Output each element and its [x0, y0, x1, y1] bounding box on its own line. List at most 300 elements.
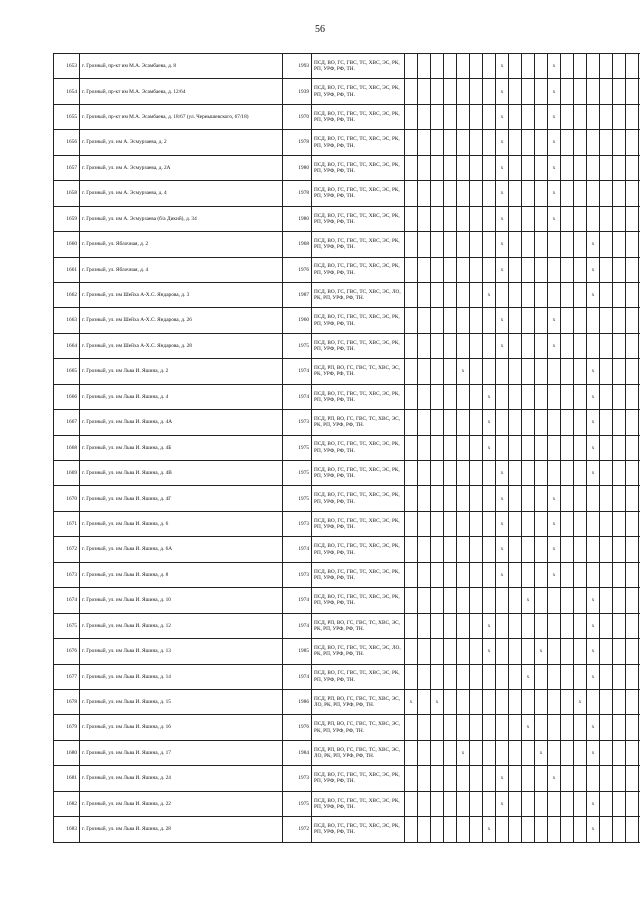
mark-cell: [496, 639, 509, 664]
mark-cell: x: [496, 537, 509, 562]
mark-cell: [535, 54, 548, 79]
mark-cell: [535, 817, 548, 842]
mark-cell: x: [587, 740, 600, 765]
mark-cell: [457, 232, 470, 257]
mark-cell: [600, 359, 613, 384]
table-row: [54, 232, 640, 257]
mark-cell: [600, 282, 613, 307]
mark-cell: [496, 613, 509, 638]
mark-cell: x: [587, 588, 600, 613]
mark-cell: [574, 791, 587, 816]
mark-cell: [509, 588, 522, 613]
mark-cell: [431, 791, 444, 816]
year-cell: 1974: [283, 613, 312, 638]
mark-cell: [548, 232, 561, 257]
mark-cell: [444, 740, 457, 765]
services-cell: ПСД, РП, ВО, ГС, ГВС, ТС, ХВС, ЭС, РК, РП, УРФ, РФ, ТН.: [312, 613, 405, 638]
mark-cell: x: [496, 104, 509, 129]
mark-cell: [535, 282, 548, 307]
table-row: [54, 461, 640, 486]
mark-cell: [431, 715, 444, 740]
mark-cell: [561, 104, 574, 129]
mark-cell: [444, 588, 457, 613]
mark-cell: [496, 689, 509, 714]
mark-cell: x: [548, 537, 561, 562]
mark-cell: [405, 333, 418, 358]
mark-cell: [457, 511, 470, 536]
mark-cell: [509, 562, 522, 587]
mark-cell: [457, 257, 470, 282]
mark-cell: [431, 461, 444, 486]
row-number: 1671: [54, 511, 80, 536]
year-cell: 1973: [283, 562, 312, 587]
mark-cell: [613, 104, 626, 129]
mark-cell: [457, 104, 470, 129]
mark-cell: x: [587, 282, 600, 307]
row-number: 1682: [54, 791, 80, 816]
mark-cell: [626, 308, 639, 333]
mark-cell: [522, 104, 535, 129]
mark-cell: [561, 410, 574, 435]
table-row: [54, 613, 640, 638]
mark-cell: [405, 54, 418, 79]
mark-cell: [470, 435, 483, 460]
mark-cell: [522, 766, 535, 791]
mark-cell: [418, 689, 431, 714]
mark-cell: [587, 155, 600, 180]
mark-cell: [509, 715, 522, 740]
row-number: 1674: [54, 588, 80, 613]
mark-cell: [470, 130, 483, 155]
table-row: [54, 562, 640, 587]
mark-cell: [613, 537, 626, 562]
mark-cell: [457, 486, 470, 511]
mark-cell: [548, 359, 561, 384]
mark-cell: [600, 308, 613, 333]
year-cell: 1975: [283, 333, 312, 358]
mark-cell: [626, 130, 639, 155]
mark-cell: [574, 817, 587, 842]
mark-cell: [509, 54, 522, 79]
mark-cell: [600, 181, 613, 206]
mark-cell: x: [548, 181, 561, 206]
mark-cell: [535, 232, 548, 257]
mark-cell: x: [587, 359, 600, 384]
mark-cell: x: [483, 639, 496, 664]
mark-cell: [535, 537, 548, 562]
mark-cell: [431, 664, 444, 689]
mark-cell: [600, 435, 613, 460]
mark-cell: x: [496, 562, 509, 587]
mark-cell: [535, 511, 548, 536]
mark-cell: [535, 613, 548, 638]
mark-cell: [457, 54, 470, 79]
mark-cell: [548, 740, 561, 765]
row-number: 1665: [54, 359, 80, 384]
mark-cell: [626, 817, 639, 842]
row-number: 1669: [54, 461, 80, 486]
mark-cell: [600, 689, 613, 714]
mark-cell: [574, 740, 587, 765]
mark-cell: [444, 359, 457, 384]
mark-cell: x: [496, 333, 509, 358]
services-cell: ПСД, ВО, ГС, ГВС, ТС, ХВС, ЭС, РК, РП, УРФ, РФ, ТН.: [312, 232, 405, 257]
mark-cell: [431, 588, 444, 613]
mark-cell: [405, 308, 418, 333]
table-row: [54, 486, 640, 511]
mark-cell: [483, 511, 496, 536]
mark-cell: [535, 155, 548, 180]
mark-cell: [613, 130, 626, 155]
mark-cell: [522, 562, 535, 587]
mark-cell: [496, 282, 509, 307]
mark-cell: x: [587, 461, 600, 486]
table-row: [54, 588, 640, 613]
mark-cell: x: [522, 588, 535, 613]
mark-cell: [522, 384, 535, 409]
mark-cell: x: [496, 181, 509, 206]
mark-cell: [574, 333, 587, 358]
mark-cell: [483, 54, 496, 79]
mark-cell: [522, 155, 535, 180]
mark-cell: [522, 54, 535, 79]
mark-cell: [522, 282, 535, 307]
row-number: 1668: [54, 435, 80, 460]
mark-cell: [535, 461, 548, 486]
mark-cell: [626, 333, 639, 358]
mark-cell: [444, 562, 457, 587]
mark-cell: [626, 613, 639, 638]
mark-cell: [561, 155, 574, 180]
mark-cell: [444, 766, 457, 791]
mark-cell: [470, 79, 483, 104]
mark-cell: [405, 715, 418, 740]
mark-cell: [561, 664, 574, 689]
address-cell: г. Грозный, ул. им Льва И. Яшина, д. 8: [80, 562, 283, 587]
mark-cell: [470, 766, 483, 791]
mark-cell: x: [496, 54, 509, 79]
table-row: [54, 689, 640, 714]
mark-cell: [496, 664, 509, 689]
mark-cell: [535, 435, 548, 460]
mark-cell: [613, 308, 626, 333]
services-cell: ПСД, ВО, ГС, ГВС, ТС, ХВС, ЭС, РК, РП, УРФ, РФ, ТН.: [312, 155, 405, 180]
mark-cell: [548, 282, 561, 307]
mark-cell: [444, 257, 457, 282]
mark-cell: [561, 282, 574, 307]
mark-cell: [626, 206, 639, 231]
mark-cell: [444, 689, 457, 714]
row-number: 1666: [54, 384, 80, 409]
year-cell: 1974: [283, 359, 312, 384]
mark-cell: [600, 664, 613, 689]
mark-cell: x: [548, 486, 561, 511]
mark-cell: [574, 613, 587, 638]
mark-cell: [574, 461, 587, 486]
row-number: 1680: [54, 740, 80, 765]
services-cell: ПСД, ВО, ГС, ГВС, ТС, ХВС, ЭС, РК, РП, УРФ, РФ, ТН.: [312, 435, 405, 460]
mark-cell: [444, 282, 457, 307]
mark-cell: [470, 791, 483, 816]
address-cell: г. Грозный, ул. им А. Эсмурзаева, д. 4: [80, 181, 283, 206]
mark-cell: [613, 410, 626, 435]
mark-cell: [626, 511, 639, 536]
mark-cell: [587, 766, 600, 791]
mark-cell: [613, 257, 626, 282]
mark-cell: [561, 817, 574, 842]
mark-cell: [522, 435, 535, 460]
mark-cell: [613, 791, 626, 816]
mark-cell: x: [574, 689, 587, 714]
mark-cell: [418, 104, 431, 129]
mark-cell: [561, 435, 574, 460]
mark-cell: [535, 79, 548, 104]
mark-cell: [613, 613, 626, 638]
table-row: [54, 308, 640, 333]
mark-cell: [496, 715, 509, 740]
mark-cell: [522, 613, 535, 638]
mark-cell: [613, 740, 626, 765]
year-cell: 1986: [283, 689, 312, 714]
table-row: [54, 817, 640, 842]
mark-cell: x: [587, 384, 600, 409]
mark-cell: [600, 333, 613, 358]
mark-cell: [431, 613, 444, 638]
mark-cell: [470, 155, 483, 180]
mark-cell: [405, 511, 418, 536]
mark-cell: x: [548, 104, 561, 129]
mark-cell: x: [405, 689, 418, 714]
address-cell: г. Грозный, ул. им Льва И. Яшина, д. 2: [80, 359, 283, 384]
mark-cell: [405, 130, 418, 155]
mark-cell: [535, 308, 548, 333]
page-number: 56: [315, 24, 325, 35]
mark-cell: x: [522, 715, 535, 740]
mark-cell: [509, 817, 522, 842]
mark-cell: [457, 206, 470, 231]
row-number: 1667: [54, 410, 80, 435]
mark-cell: [457, 308, 470, 333]
mark-cell: [574, 79, 587, 104]
mark-cell: [418, 715, 431, 740]
mark-cell: [483, 79, 496, 104]
mark-cell: [561, 740, 574, 765]
mark-cell: [613, 588, 626, 613]
mark-cell: [535, 410, 548, 435]
mark-cell: [431, 104, 444, 129]
mark-cell: [431, 79, 444, 104]
mark-cell: [522, 740, 535, 765]
address-cell: г. Грозный, пр-кт им М.А. Эсамбаева, д. 12/64: [80, 79, 283, 104]
mark-cell: [418, 155, 431, 180]
mark-cell: [431, 562, 444, 587]
mark-cell: [470, 206, 483, 231]
mark-cell: [418, 282, 431, 307]
mark-cell: [587, 181, 600, 206]
mark-cell: [444, 613, 457, 638]
mark-cell: [561, 384, 574, 409]
mark-cell: [431, 384, 444, 409]
mark-cell: [548, 410, 561, 435]
mark-cell: [535, 562, 548, 587]
mark-cell: [626, 766, 639, 791]
table-row: [54, 282, 640, 307]
mark-cell: [509, 104, 522, 129]
mark-cell: [587, 54, 600, 79]
mark-cell: [418, 257, 431, 282]
year-cell: 1978: [283, 130, 312, 155]
mark-cell: [470, 486, 483, 511]
services-cell: ПСД, ВО, ГС, ГВС, ТС, ХВС, ЭС, РК, РП, УРФ, РФ, ТН.: [312, 130, 405, 155]
mark-cell: [405, 181, 418, 206]
mark-cell: [626, 410, 639, 435]
table-row: [54, 664, 640, 689]
mark-cell: [600, 817, 613, 842]
mark-cell: [522, 791, 535, 816]
mark-cell: x: [496, 155, 509, 180]
mark-cell: [613, 181, 626, 206]
mark-cell: [574, 308, 587, 333]
mark-cell: x: [496, 461, 509, 486]
mark-cell: [626, 588, 639, 613]
mark-cell: [496, 410, 509, 435]
table-row: [54, 79, 640, 104]
mark-cell: [444, 511, 457, 536]
mark-cell: x: [535, 639, 548, 664]
mark-cell: [522, 79, 535, 104]
mark-cell: x: [587, 435, 600, 460]
mark-cell: [431, 359, 444, 384]
mark-cell: [561, 562, 574, 587]
mark-cell: [522, 333, 535, 358]
year-cell: 1960: [283, 308, 312, 333]
mark-cell: [587, 206, 600, 231]
row-number: 1672: [54, 537, 80, 562]
mark-cell: [574, 486, 587, 511]
mark-cell: [535, 257, 548, 282]
mark-cell: [405, 359, 418, 384]
services-cell: ПСД, ВО, ГС, ГВС, ТС, ХВС, ЭС, РК, РП, УРФ, РФ, ТН.: [312, 308, 405, 333]
mark-cell: [457, 588, 470, 613]
mark-cell: [418, 588, 431, 613]
mark-cell: [483, 181, 496, 206]
year-cell: 1968: [283, 232, 312, 257]
year-cell: 1980: [283, 155, 312, 180]
year-cell: 1985: [283, 639, 312, 664]
address-cell: г. Грозный, ул. им Льва И. Яшина, д. 4В: [80, 461, 283, 486]
services-cell: ПСД, ВО, ГС, ГВС, ТС, ХВС, ЭС, РК, РП, УРФ, РФ, ТН.: [312, 562, 405, 587]
mark-cell: [535, 104, 548, 129]
mark-cell: [444, 79, 457, 104]
mark-cell: [509, 461, 522, 486]
row-number: 1675: [54, 613, 80, 638]
mark-cell: x: [457, 740, 470, 765]
services-cell: ПСД, ВО, ГС, ГВС, ТС, ХВС, ЭС, РК, РП, УРФ, РФ, ТН.: [312, 766, 405, 791]
row-number: 1673: [54, 562, 80, 587]
mark-cell: x: [457, 359, 470, 384]
mark-cell: x: [548, 333, 561, 358]
mark-cell: [548, 791, 561, 816]
services-cell: ПСД, РП, ВО, ГС, ГВС, ТС, ХВС, ЭС, РК, РП, УРФ, РФ, ТН.: [312, 410, 405, 435]
table-row: [54, 359, 640, 384]
mark-cell: x: [483, 410, 496, 435]
mark-cell: [405, 486, 418, 511]
mark-cell: [626, 639, 639, 664]
mark-cell: [587, 308, 600, 333]
mark-cell: [626, 740, 639, 765]
mark-cell: [574, 537, 587, 562]
mark-cell: x: [483, 384, 496, 409]
mark-cell: [600, 486, 613, 511]
address-cell: г. Грозный, ул. им А. Эсмурзаева, д. 2: [80, 130, 283, 155]
table-row: [54, 130, 640, 155]
mark-cell: [483, 333, 496, 358]
year-cell: 1975: [283, 791, 312, 816]
address-cell: г. Грозный, ул. им Шейха А-Х.С. Яндарова, д. 28: [80, 333, 283, 358]
table-row: [54, 740, 640, 765]
mark-cell: [587, 79, 600, 104]
mark-cell: [457, 715, 470, 740]
mark-cell: [405, 588, 418, 613]
services-cell: ПСД, ВО, ГС, ГВС, ТС, ХВС, ЭС, ЛО, РК, РП, УРФ, РФ, ТН.: [312, 639, 405, 664]
mark-cell: [483, 791, 496, 816]
mark-cell: [522, 817, 535, 842]
mark-cell: [496, 817, 509, 842]
mark-cell: [535, 664, 548, 689]
year-cell: 1974: [283, 384, 312, 409]
mark-cell: x: [496, 511, 509, 536]
mark-cell: [509, 766, 522, 791]
mark-cell: [509, 206, 522, 231]
year-cell: 1970: [283, 104, 312, 129]
mark-cell: [431, 257, 444, 282]
mark-cell: [483, 461, 496, 486]
mark-cell: [470, 54, 483, 79]
mark-cell: [418, 791, 431, 816]
table-row: [54, 410, 640, 435]
mark-cell: [613, 639, 626, 664]
mark-cell: x: [496, 130, 509, 155]
mark-cell: [457, 282, 470, 307]
mark-cell: [626, 79, 639, 104]
mark-cell: [418, 181, 431, 206]
mark-cell: [444, 639, 457, 664]
mark-cell: x: [548, 766, 561, 791]
table-row: [54, 537, 640, 562]
mark-cell: [405, 664, 418, 689]
mark-cell: [509, 740, 522, 765]
address-cell: г. Грозный, пр-кт им М.А. Эсамбаева, д. 8: [80, 54, 283, 79]
address-cell: г. Грозный, ул. им Льва И. Яшина, д. 4А: [80, 410, 283, 435]
mark-cell: [457, 689, 470, 714]
mark-cell: [522, 359, 535, 384]
mark-cell: x: [548, 54, 561, 79]
mark-cell: [574, 639, 587, 664]
mark-cell: [522, 308, 535, 333]
mark-cell: [574, 410, 587, 435]
mark-cell: [470, 588, 483, 613]
mark-cell: [444, 333, 457, 358]
mark-cell: [626, 384, 639, 409]
mark-cell: [535, 206, 548, 231]
mark-cell: [418, 54, 431, 79]
mark-cell: [561, 486, 574, 511]
mark-cell: [418, 740, 431, 765]
address-cell: г. Грозный, ул. им Льва И. Яшина, д. 14: [80, 664, 283, 689]
mark-cell: [626, 181, 639, 206]
mark-cell: [418, 384, 431, 409]
mark-cell: [522, 639, 535, 664]
